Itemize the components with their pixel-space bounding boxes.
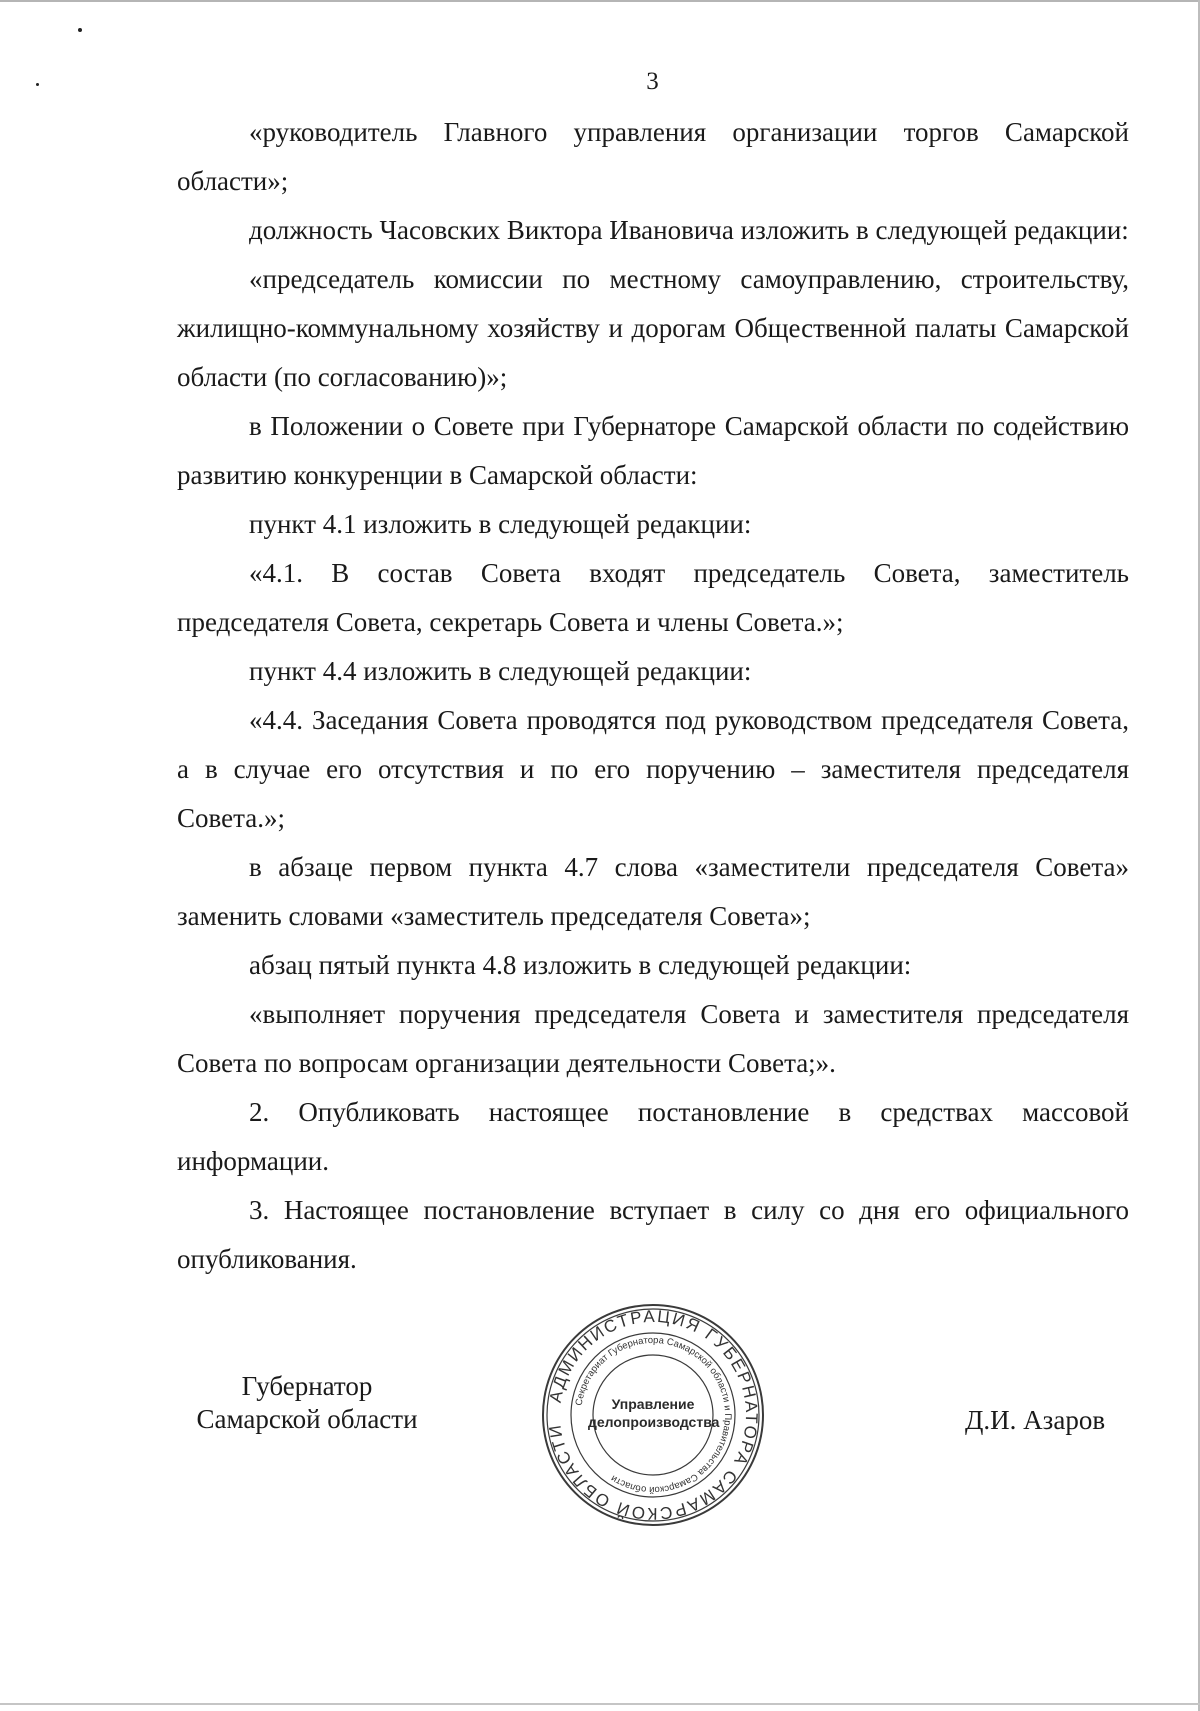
stamp-center-line: Управление <box>611 1396 695 1412</box>
paragraph: в абзаце первом пункта 4.7 слова «заместители председателя Совета» заменить словами «заместитель председателя Совета»; <box>177 852 1129 931</box>
paragraph: должность Часовских Виктора Ивановича изложить в следующей редакции: <box>249 215 1129 245</box>
paragraph: «4.1. В состав Совета входят председатель Совета, заместитель председателя Совета, секретарь Совета и члены Совета.»; <box>177 558 1129 637</box>
stamp-inner-text: Секретариат Губернатора Самарской области и Правительства Самарской области <box>573 1334 734 1496</box>
page-number: 3 <box>646 68 659 95</box>
signatory-title-line: Губернатор <box>241 1371 373 1401</box>
paragraph: «выполняет поручения председателя Совета и заместителя председателя Совета по вопросам организации деятельности Совета;». <box>177 999 1129 1078</box>
paragraph: абзац пятый пункта 4.8 изложить в следующей редакции: <box>249 950 912 980</box>
paragraph: «4.4. Заседания Совета проводятся под руководством председателя Совета, а в случае его отсутствия и по его поручению – заместителя председателя Совета.»; <box>177 705 1129 833</box>
paragraph: пункт 4.4 изложить в следующей редакции: <box>249 656 752 686</box>
paragraph: «председатель комиссии по местному самоуправлению, строительству, жилищно-коммунальному хозяйству и дорогам Общественной палаты Самарской области (по согласованию)»; <box>177 264 1129 392</box>
stamp-center-line: делопроизводства <box>588 1414 720 1430</box>
paragraph: пункт 4.1 изложить в следующей редакции: <box>249 509 752 539</box>
paragraph: 3. Настоящее постановление вступает в силу со дня его официального опубликования. <box>177 1195 1129 1274</box>
stamp-outer-text: АДМИНИСТРАЦИЯ ГУБЕРНАТОРА САМАРСКОЙ ОБЛАСТИ <box>545 1306 762 1524</box>
document-body <box>177 108 1129 1284</box>
scan-edge-bottom <box>0 1703 1200 1705</box>
paragraph: в Положении о Совете при Губернаторе Самарской области по содействию развитию конкуренции в Самарской области: <box>177 411 1129 490</box>
stamp-center-text <box>588 1395 718 1431</box>
signatory-name: Д.И. Азаров <box>965 1405 1106 1435</box>
paragraph: «руководитель Главного управления организации торгов Самарской области»; <box>177 117 1129 196</box>
signatory-title-line: Самарской области <box>196 1404 418 1434</box>
paragraph: 2. Опубликовать настоящее постановление в средствах массовой информации. <box>177 1097 1129 1176</box>
official-stamp <box>538 1300 768 1530</box>
signature-block <box>0 1300 1200 1560</box>
scan-speck <box>78 28 82 32</box>
signatory-title <box>177 1370 437 1436</box>
scan-edge-top <box>0 0 1200 2</box>
